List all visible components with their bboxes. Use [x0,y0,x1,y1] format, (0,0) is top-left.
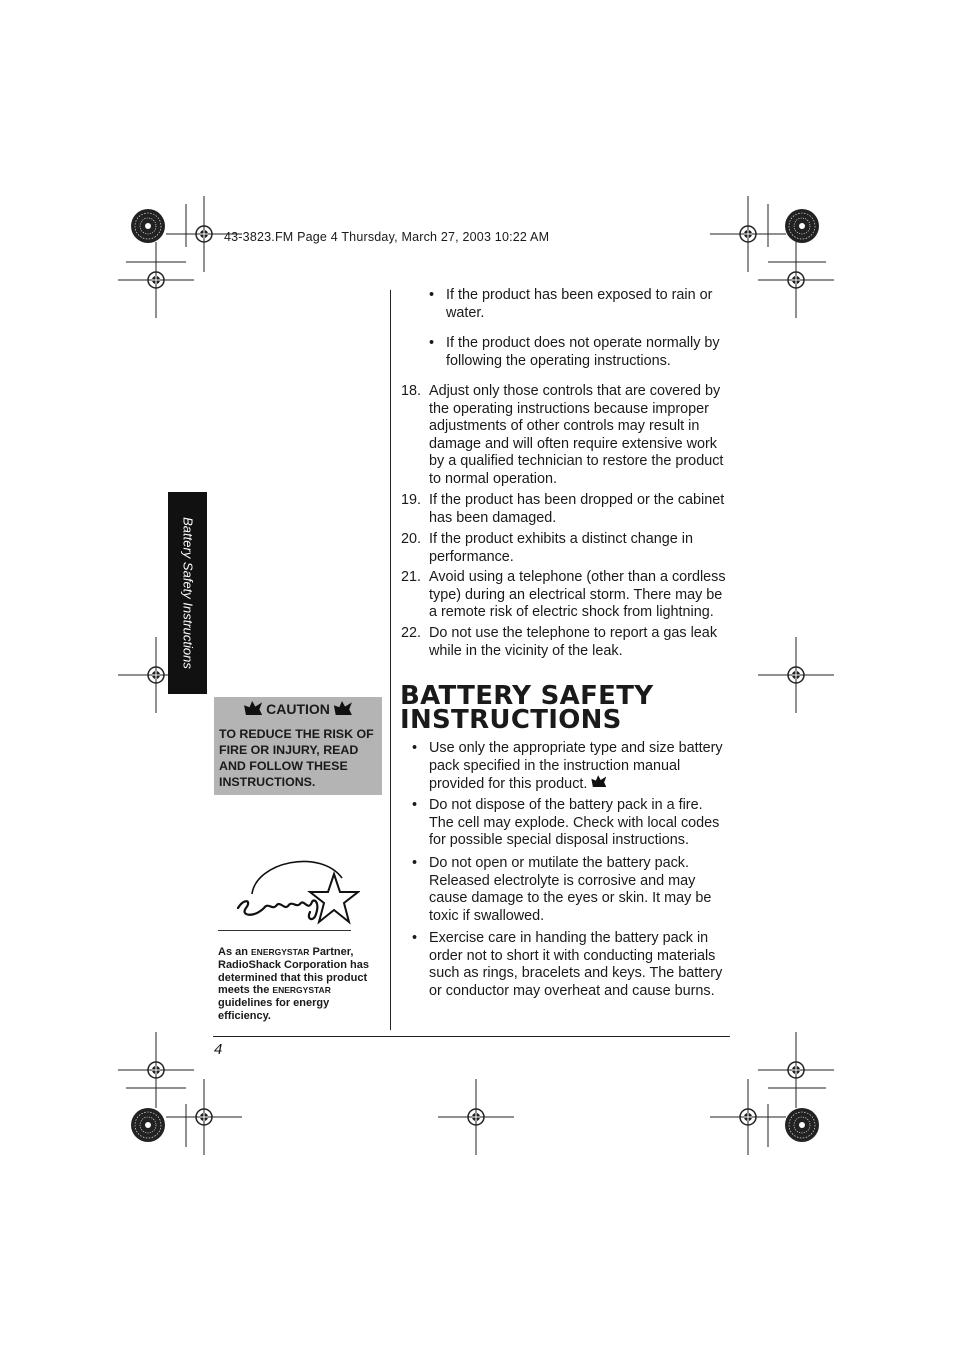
side-tab-label: Battery Safety Instructions [180,517,195,669]
section-title-line: INSTRUCTIONS [400,705,622,735]
numbered-item [401,625,729,663]
print-header: 43-3823.FM Page 4 Thursday, March 27, 2003 10:22 AM [224,230,550,244]
item-text: Adjust only those controls that are covered by the operating instructions because improper adjustments of other controls may result in damage and will often require extensive work by a qualified technician to restore the product to normal operation. [429,383,724,487]
crosshair-mark [118,242,194,318]
energy-star-statement [218,946,378,1023]
energy-brand: ENERGYSTAR [272,985,331,996]
list-item [412,930,730,1004]
crosshair-mark [118,1032,194,1108]
list-item-text: Do not dispose of the battery pack in a fire. The cell may explode. Check with local codes for possible special disposal instructions. [429,797,720,849]
bullet-dot: • [412,797,418,813]
numbered-item [401,492,729,530]
crosshair-mark [438,1079,514,1155]
list-item [412,740,730,796]
numbered-item [401,531,729,569]
page-number: 4 [214,1041,223,1058]
item-number: 20. [401,531,422,547]
item-number: 18. [401,383,422,399]
footer-rule [213,1036,730,1037]
list-item [412,797,730,853]
item-number: 22. [401,625,422,641]
energy-divider [218,930,351,931]
starburst-mark [131,209,165,243]
item-text: If the product exhibits a distinct change in performance. [429,531,693,565]
starburst-mark [785,1108,819,1142]
list-item [429,335,729,375]
crosshair-mark [166,1079,242,1155]
bullet-dot: • [429,287,435,303]
caution-icon [334,701,352,715]
bullet-dot: • [429,335,435,351]
energy-brand: ENERGYSTAR [251,947,310,957]
crosshair-mark [710,196,786,272]
caution-icon [244,701,262,715]
item-text: If the product has been dropped or the cabinet has been damaged. [429,492,725,526]
column-divider [390,290,391,1030]
caution-box [214,697,382,795]
item-text: Avoid using a telephone (other than a cordless type) during an electrical storm. There may be a remote risk of electric shock from lightning. [429,569,726,621]
item-text: Do not use the telephone to report a gas leak while in the vicinity of the leak. [429,625,718,659]
caution-label: CAUTION [266,701,330,717]
energy-text-part: guidelines for energy efficiency. [218,997,330,1022]
section-title-line: BATTERY SAFETY [400,681,654,711]
crosshair-mark [710,1079,786,1155]
energy-star-logo [230,852,360,928]
list-item-text: Do not open or mutilate the battery pack. Released electrolyte is corrosive and may cause damage to the eyes or skin. It may be toxic if swallowed. [429,855,712,924]
list-item-text: Exercise care in handing the battery pack in order not to short it with conducting materials such as rings, bracelets and keys. The battery or conductor may overheat and cause burns. [429,930,723,999]
section-side-tab [168,492,207,694]
list-item [412,855,730,929]
bullet-dot: • [412,930,418,946]
section-title [400,681,654,735]
bullet-dot: • [412,740,418,756]
energy-text-part: As an [218,946,252,958]
list-item-text: Use only the appropriate type and size battery pack specified in the instruction manual provided for this product. [429,740,723,793]
item-number: 21. [401,569,422,585]
starburst-mark [131,1108,165,1142]
crosshair-mark [758,637,834,713]
numbered-item [401,383,729,493]
crosshair-mark [758,1032,834,1108]
list-item-text: If the product does not operate normally by following the operating instructions. [446,335,720,369]
caution-heading [214,701,382,717]
list-item [429,287,729,327]
caution-text: TO REDUCE THE RISK OF FIRE OR INJURY, READ AND FOLLOW THESE INSTRUCTIONS. [219,727,374,789]
crosshair-mark [758,242,834,318]
bullet-dot: • [412,855,418,871]
starburst-mark [785,209,819,243]
list-item-text: If the product has been exposed to rain or water. [446,287,713,321]
caution-icon [591,775,606,787]
numbered-item [401,569,729,625]
energy-text-part: Partner, RadioShack Corporation has determined that this product meets the [218,946,369,997]
item-number: 19. [401,492,422,508]
